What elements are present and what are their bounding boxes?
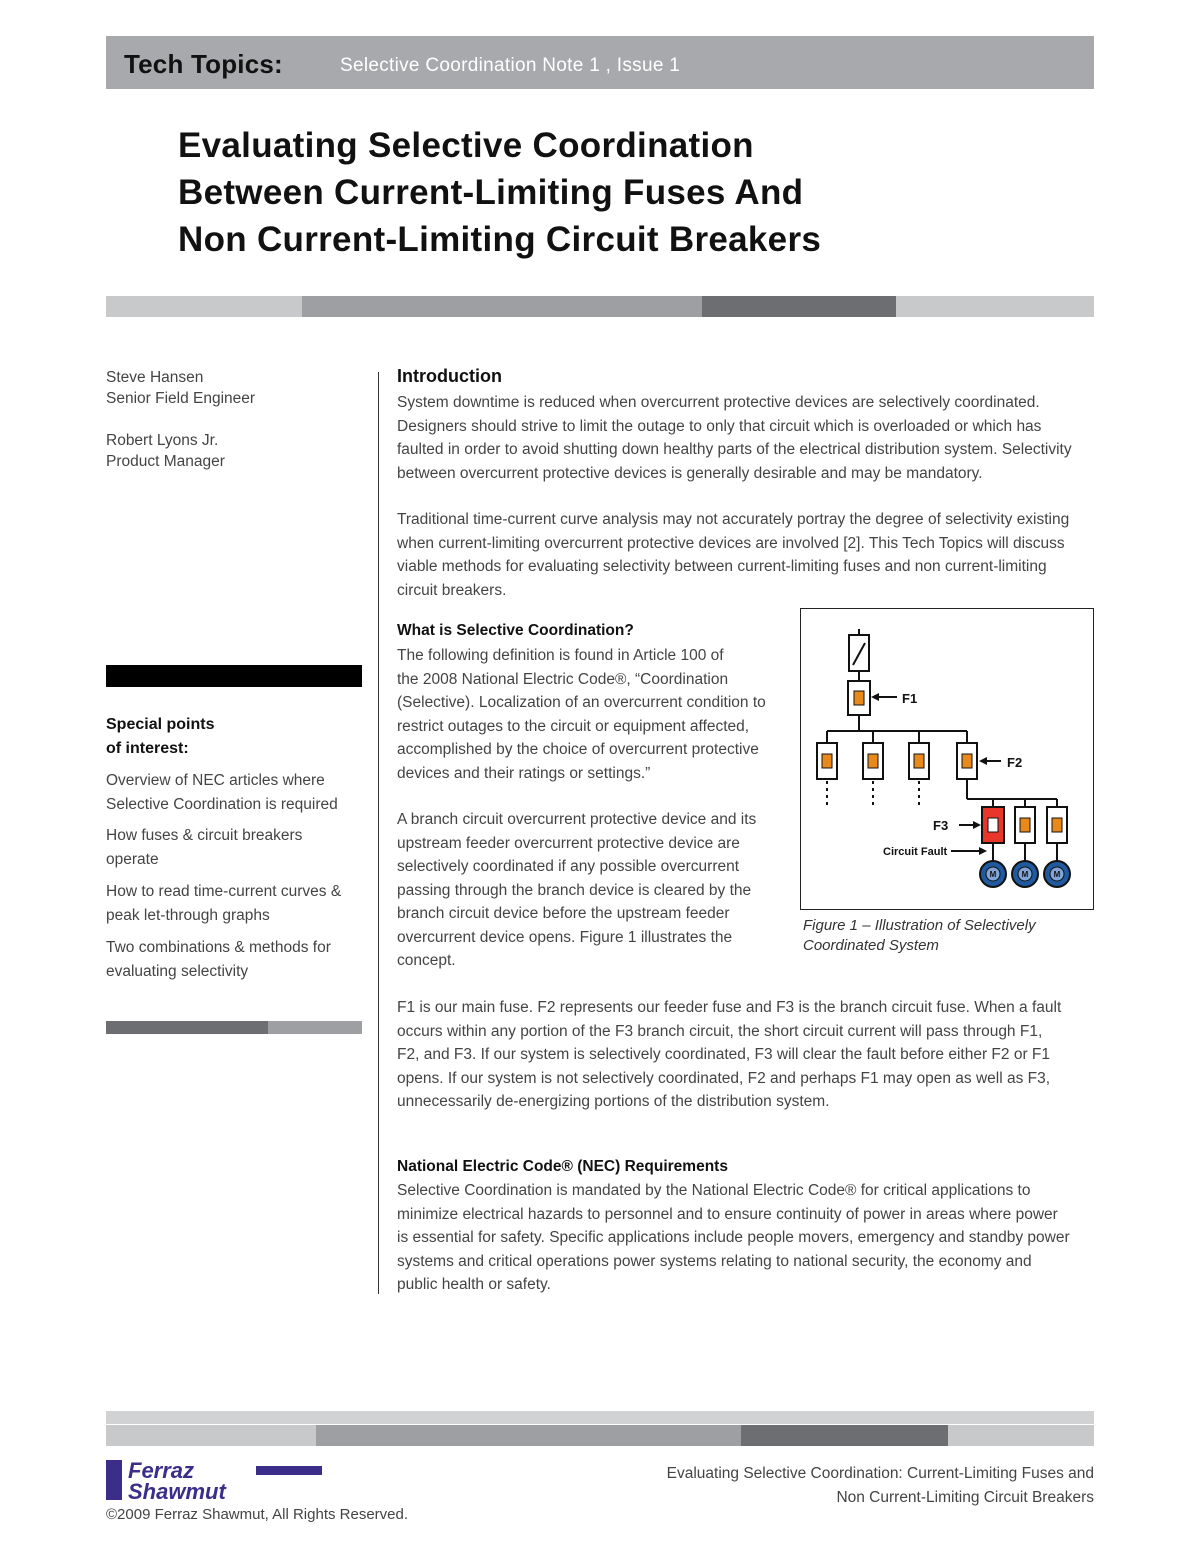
copyright: ©2009 Ferraz Shawmut, All Rights Reserved. [106, 1506, 409, 1523]
nec-paragraph: Selective Coordination is mandated by the National Electric Code® for critical applications to minimize electrical hazards to personnel and to ensure continuity of power in areas where power is essential for safety. Specific applications include people movers, emergency and standby power systems and critical operations power systems relating to national security, the economy and public health or safety. [397, 1182, 1070, 1293]
series-name: Tech Topics: [124, 49, 283, 79]
f3-label: F3 [933, 818, 949, 833]
author-role: Senior Field Engineer [106, 390, 256, 407]
f2-label: F2 [1007, 755, 1023, 770]
footer-title: Evaluating Selective Coordination: Current-Limiting Fuses and Non Current-Limiting Circuit Breakers [666, 1465, 1094, 1506]
special-point-item: How fuses & circuit breakers operate [106, 827, 303, 868]
author-role: Product Manager [106, 453, 225, 470]
author-name: Steve Hansen [106, 369, 204, 386]
intro-heading: Introduction [397, 366, 502, 386]
issue-label: Selective Coordination Note 1 , Issue 1 [340, 55, 681, 76]
figure-caption: Figure 1 – Illustration of Selectively Coordinated System [803, 917, 1036, 954]
what-is-heading: What is Selective Coordination? [397, 622, 634, 639]
header-band [106, 36, 1094, 89]
title-line: Evaluating Selective Coordination [178, 126, 754, 165]
author-block [106, 430, 225, 472]
special-point-item: Two combinations & methods for evaluating selectivity [106, 939, 331, 980]
title-line: Between Current-Limiting Fuses And [178, 173, 804, 212]
author-name: Robert Lyons Jr. [106, 432, 219, 449]
logo-line-2: Shawmut [128, 1479, 226, 1502]
circuit-fault-label: Circuit Fault [883, 846, 948, 858]
motor-label: M [1053, 870, 1061, 879]
motor-label: M [989, 870, 997, 879]
special-points-heading: Special points of interest: [106, 716, 215, 757]
special-point-item: How to read time-current curves & peak let-through graphs [106, 883, 342, 924]
sidebar-black-bar [106, 665, 362, 687]
explanation-paragraph: F1 is our main fuse. F2 represents our feeder fuse and F3 is the branch circuit fuse. When a fault occurs within any portion of the F3 branch circuit, the short circuit current will pass through F1, F2, and F3. If our system is selectively coordinated, F3 will clear the fault before either F2 or F1 opens. If our system is not selectively coordinated, F2 and perhaps F1 may open as well as F3, unnecessarily de-energizing portions of the distribution system. [397, 999, 1062, 1110]
nec-heading: National Electric Code® (NEC) Requirements [397, 1158, 728, 1175]
intro-paragraph: Traditional time-current curve analysis may not accurately portray the degree of selectivity existing when current-limiting overcurrent protective devices are involved [2]. This Tech Topics will discuss viable methods for evaluating selectivity between current-limiting fuses and non current-limiting circuit breakers. [397, 511, 1070, 599]
f1-label: F1 [902, 691, 918, 706]
title-line: Non Current-Limiting Circuit Breakers [178, 220, 822, 259]
concept-paragraph: A branch circuit overcurrent protective device and its upstream feeder overcurrent protective device are selectively coordinated if any possible overcurrent passing through the branch device is cleared by the branch circuit device before the upstream feeder overcurrent device opens. Figure 1 illustrates the concept. [397, 811, 757, 969]
intro-paragraph: System downtime is reduced when overcurrent protective devices are selectively coordinated. Designers should strive to limit the outage to only that circuit which is overloaded or which has faulted in order to avoid shutting down healthy parts of the electrical distribution system. Selectivity between overcurrent protective devices is generally desirable and may be mandatory. [397, 394, 1072, 482]
logo-line-1: Ferraz [128, 1458, 195, 1483]
author-block [106, 367, 255, 409]
company-logo [106, 1458, 326, 1507]
figure-1 [800, 608, 1094, 910]
motor-label: M [1021, 870, 1029, 879]
column-divider [378, 372, 379, 1294]
definition-paragraph: The following definition is found in Article 100 of the 2008 National Electric Code®, “Coordination (Selective). Localization of an overcurrent condition to restrict outages to the circuit or equipment affected, accomplished by the choice of overcurrent protective devices and their ratings or settings.” [397, 647, 766, 782]
special-point-item: Overview of NEC articles where Selective Coordination is required [106, 772, 338, 813]
one-line-diagram [801, 609, 1093, 909]
page-title [178, 122, 1078, 263]
